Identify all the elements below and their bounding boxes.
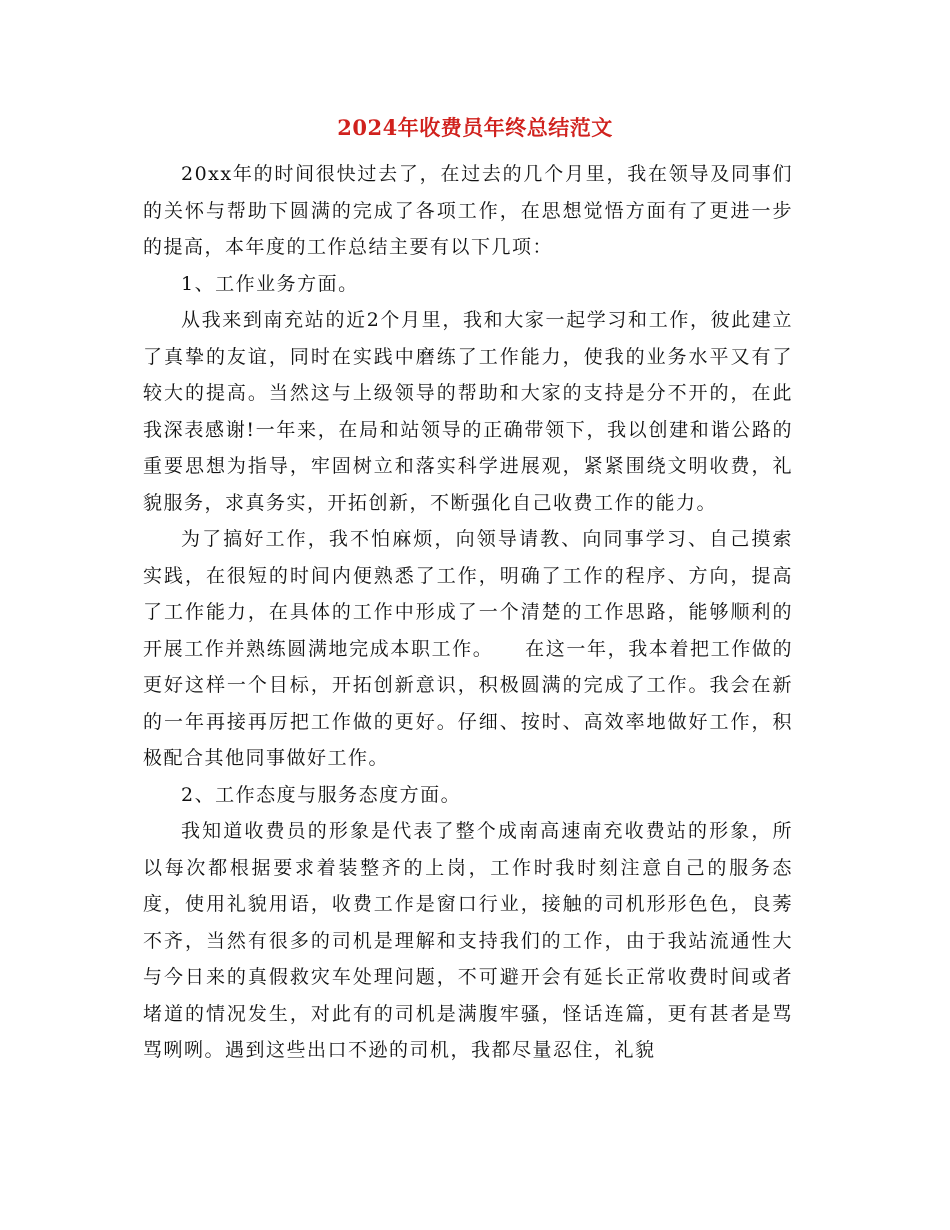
paragraph: 从我来到南充站的近2个月里，我和大家一起学习和工作，彼此建立了真挚的友谊，同时在实践中磨练了工作能力，使我的业务水平又有了较大的提高。当然这与上级领导的帮助和大家的支持是分不开的，在此我深表感谢!一年来，在局和站领导的正确带领下，我以创建和谐公路的重要思想为指导，牢固树立和落实科学进展观，紧紧围绕文明收费，礼貌服务，求真务实，开拓创新，不断强化自己收费工作的能力。 (143, 309, 793, 514)
document-body (143, 156, 793, 1069)
document-title: 2024年收费员年终总结范文 (337, 115, 613, 140)
section-heading: 2、工作态度与服务态度方面。 (181, 783, 462, 806)
paragraph: 20xx年的时间很快过去了，在过去的几个月里，我在领导及同事们的关怀与帮助下圆满的完成了各项工作，在思想觉悟方面有了更进一步的提高，本年度的工作总结主要有以下几项： (143, 163, 793, 258)
paragraph: 为了搞好工作，我不怕麻烦，向领导请教、向同事学习、自己摸索实践，在很短的时间内便熟悉了工作，明确了工作的程序、方向，提高了工作能力，在具体的工作中形成了一个清楚的工作思路，能够顺利的开展工作并熟练圆满地完成本职工作。 在这一年，我本着把工作做的更好这样一个目标，开拓创新意识，积极圆满的完成了工作。我会在新的一年再接再厉把工作做的更好。仔细、按时、高效率地做好工作，积极配合其他同事做好工作。 (143, 528, 793, 769)
paragraph: 我知道收费员的形象是代表了整个成南高速南充收费站的形象，所以每次都根据要求着装整齐的上岗，工作时我时刻注意自己的服务态度，使用礼貌用语，收费工作是窗口行业，接触的司机形形色色，良莠不齐，当然有很多的司机是理解和支持我们的工作，由于我站流通性大与今日来的真假救灾车处理问题，不可避开会有延长正常收费时间或者堵道的情况发生，对此有的司机是满腹牢骚，怪话连篇，更有甚者是骂骂咧咧。遇到这些出口不逊的司机，我都尽量忍住，礼貌 (143, 820, 793, 1061)
section-heading: 1、工作业务方面。 (181, 272, 359, 295)
